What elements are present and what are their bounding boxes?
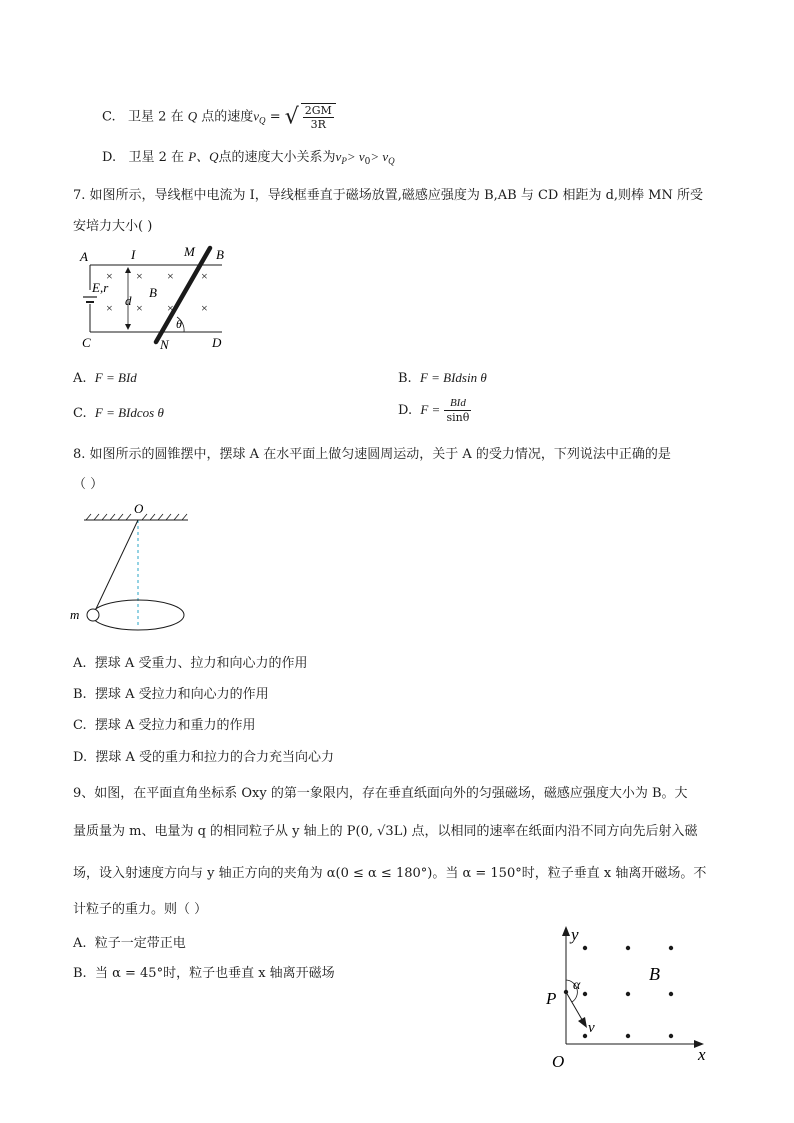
cross-icon: × <box>167 269 174 283</box>
option-label: D. <box>102 150 117 165</box>
label-alpha: α <box>573 978 581 993</box>
velocity-arrow-icon <box>578 1017 587 1028</box>
option-text: F = BId <box>94 370 137 385</box>
q9-coordinate-figure <box>540 922 720 1070</box>
q8-stem-line-1: 8. 如图所示的圆锥摆中，摆球 A 在水平面上做匀速圆周运动，关于 A 的受力情况，下列说法中正确的是 <box>73 447 671 462</box>
fraction-numerator: BId <box>444 397 471 411</box>
option-text: 点的速度大小关系为 <box>218 150 336 165</box>
arrow-down-icon <box>125 324 131 330</box>
q8-option-a <box>73 652 307 671</box>
label-p: P <box>546 989 557 1008</box>
q8-option-d <box>73 746 334 765</box>
label-m: M <box>184 244 195 259</box>
option-text: 当 α = 45°时，粒子也垂直 x 轴离开磁场 <box>94 966 335 981</box>
label-c: C <box>82 335 91 350</box>
magnetic-field-dots <box>583 946 673 1038</box>
label-origin: O <box>552 1052 565 1070</box>
q7-stem-line-2: 安培力大小( ) <box>73 219 153 234</box>
point-label: P、Q <box>188 149 219 164</box>
velocity-subscript: 0 <box>364 157 371 167</box>
label-field-b: B <box>649 964 660 984</box>
fraction <box>303 104 334 131</box>
option-label: B. <box>398 371 412 386</box>
q9-option-b <box>73 962 335 981</box>
cross-icon: × <box>136 301 143 315</box>
label-current-i: I <box>131 247 136 262</box>
q8-option-c <box>73 714 256 733</box>
option-label: B. <box>73 687 87 702</box>
option-text: 摆球 A 受的重力和拉力的合力充当向心力 <box>95 750 335 765</box>
cross-icon: × <box>201 269 208 283</box>
q8-stem-line-2: （ ） <box>73 477 104 492</box>
option-label: D. <box>73 750 88 765</box>
cross-icon: × <box>106 269 113 283</box>
q9-stem-line-2: 量质量为 m、电量为 q 的相同粒子从 y 轴上的 P(0, √3L) 点，以相同的速率在纸面内沿不同方向先后射入磁 <box>73 824 698 839</box>
rod-mn <box>156 248 210 342</box>
velocity-symbol: v <box>253 108 260 124</box>
q7-option-a <box>73 370 137 386</box>
label-v: v <box>588 1020 595 1036</box>
option-label: A. <box>73 936 87 951</box>
velocity-vector <box>566 992 584 1023</box>
fraction-denominator: 3R <box>310 118 326 131</box>
option-text: F = <box>420 402 441 417</box>
option-label: C. <box>102 109 116 125</box>
velocity-subscript: P <box>341 156 347 166</box>
velocity-subscript: Q <box>259 115 266 126</box>
label-b: B <box>216 247 224 262</box>
option-text: F = BIdcos θ <box>94 405 164 420</box>
q7-option-c <box>73 405 164 421</box>
option-label: C. <box>73 718 87 733</box>
fraction-numerator: 2GM <box>304 104 332 117</box>
cross-icon: × <box>136 269 143 283</box>
sqrt-icon: √ <box>284 104 299 130</box>
option-label: A. <box>73 371 87 386</box>
q6-option-c <box>102 103 336 131</box>
velocity-symbol: > v <box>346 149 365 164</box>
label-m: m <box>70 607 80 622</box>
q7-stem-line-1: 7. 如图所示，导线框中电流为 I，导线框垂直于磁场放置,磁感应强度为 B,AB 与 CD 相距为 d,则棒 MN 所受 <box>73 188 703 203</box>
option-text: F = BIdsin θ <box>419 370 487 385</box>
q7-circuit-figure <box>76 240 236 352</box>
option-text: 摆球 A 受拉力和向心力的作用 <box>94 687 269 702</box>
label-theta: θ <box>176 317 182 331</box>
option-label: D. <box>398 403 413 418</box>
velocity-subscript: Q <box>388 156 395 166</box>
y-axis-arrow-icon <box>562 926 570 936</box>
label-d-corner: D <box>212 335 222 350</box>
option-text: 摆球 A 受重力、拉力和向心力的作用 <box>94 656 308 671</box>
option-label: A. <box>73 656 87 671</box>
fraction-denominator: sinθ <box>446 411 470 424</box>
q9-option-a <box>73 932 186 951</box>
string <box>95 520 138 611</box>
q8-option-b <box>73 683 269 702</box>
label-field-b: B <box>149 285 157 300</box>
cross-icon: × <box>167 301 174 315</box>
option-text: 卫星 2 在 <box>128 150 185 165</box>
fraction <box>444 397 471 424</box>
q8-conical-pendulum-figure <box>68 500 198 638</box>
pendulum-ball <box>87 609 99 621</box>
option-text: 卫星 2 在 <box>128 109 184 125</box>
velocity-symbol: v <box>335 149 342 164</box>
velocity-symbol: > v <box>370 149 389 164</box>
option-text: 粒子一定带正电 <box>94 936 186 951</box>
label-emf: E,r <box>92 280 109 295</box>
label-o: O <box>134 501 144 516</box>
equals-sign: = <box>269 109 281 125</box>
arrow-up-icon <box>125 267 131 273</box>
q9-stem-line-4: 计粒子的重力。则（ ） <box>73 902 208 917</box>
q6-option-d <box>102 146 395 167</box>
q9-stem-line-1: 9、如图，在平面直角坐标系 Oxy 的第一象限内，存在垂直纸面向外的匀强磁场，磁感应强度大小为 B。大 <box>73 786 688 801</box>
option-text: 点的速度 <box>201 109 254 125</box>
cross-icon: × <box>201 301 208 315</box>
option-text: 摆球 A 受拉力和重力的作用 <box>94 718 256 733</box>
option-label: B. <box>73 966 87 981</box>
label-x: x <box>698 1045 706 1064</box>
q9-stem-line-3: 场，设入射速度方向与 y 轴正方向的夹角为 α(0 ≤ α ≤ 180°)。当 α = 150°时，粒子垂直 x 轴离开磁场。不 <box>73 866 707 881</box>
label-d: d <box>125 293 132 308</box>
label-n: N <box>160 337 169 352</box>
q7-option-b <box>398 370 487 386</box>
point-label: Q <box>187 108 198 124</box>
sqrt-body <box>301 103 336 131</box>
label-a: A <box>80 249 88 264</box>
q7-option-d <box>398 397 471 424</box>
cross-icon: × <box>106 301 113 315</box>
label-y: y <box>571 925 579 944</box>
option-label: C. <box>73 406 87 421</box>
